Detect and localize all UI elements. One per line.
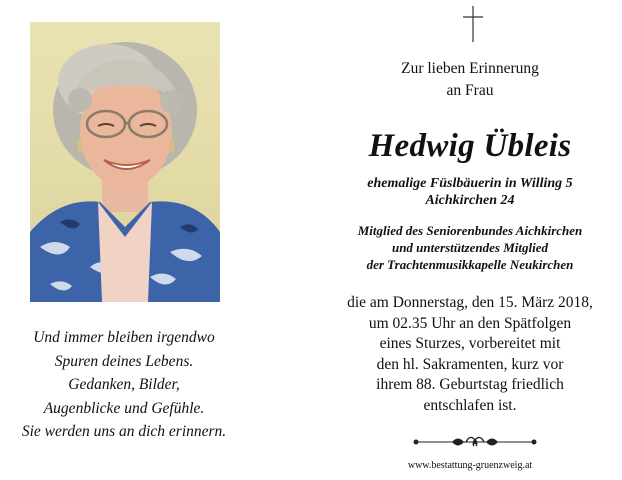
role-line: Aichkirchen 24 <box>425 193 515 208</box>
website-footer: www.bestattung-gruenzweig.at <box>407 460 533 471</box>
roles-block <box>318 175 622 209</box>
role-line: ehemalige Füslbäuerin in Willing 5 <box>367 176 573 191</box>
notice-line: eines Sturzes, vorbereitet mit <box>379 335 561 352</box>
deceased-name: Hedwig Übleis <box>368 128 572 164</box>
poem-line: Sie werden uns an dich erinnern. <box>21 423 227 440</box>
portrait-illustration <box>30 22 220 302</box>
poem-line: Spuren deines Lebens. <box>54 352 194 370</box>
memorial-poem <box>0 326 248 444</box>
notice-line: um 02.35 Uhr an den Spätfolgen <box>368 314 572 332</box>
notice-line: ihrem 88. Geburtstag friedlich <box>376 376 564 393</box>
death-notice <box>318 293 622 416</box>
ornament-divider-icon <box>412 434 538 450</box>
membership-block <box>318 222 622 273</box>
membership-line: und unterstützendes Mitglied <box>391 240 549 255</box>
membership-line: der Trachtenmusikkapelle Neukirchen <box>366 257 574 272</box>
poem-line: Augenblicke und Gefühle. <box>43 399 205 417</box>
intro-line: an Frau <box>446 82 494 99</box>
notice-line: entschlafen ist. <box>423 396 517 414</box>
poem-line: Und immer bleiben irgendwo <box>33 329 215 346</box>
poem-line: Gedanken, Bilder, <box>68 376 180 393</box>
cross-icon <box>463 6 483 42</box>
intro-line: Zur lieben Erinnerung <box>401 60 539 77</box>
intro-text <box>318 58 622 102</box>
notice-line: die am Donnerstag, den 15. März 2018, <box>347 294 593 311</box>
membership-line: Mitglied des Seniorenbundes Aichkirchen <box>357 223 583 238</box>
notice-line: den hl. Sakramenten, kurz vor <box>376 355 564 373</box>
portrait-photo <box>30 22 220 302</box>
